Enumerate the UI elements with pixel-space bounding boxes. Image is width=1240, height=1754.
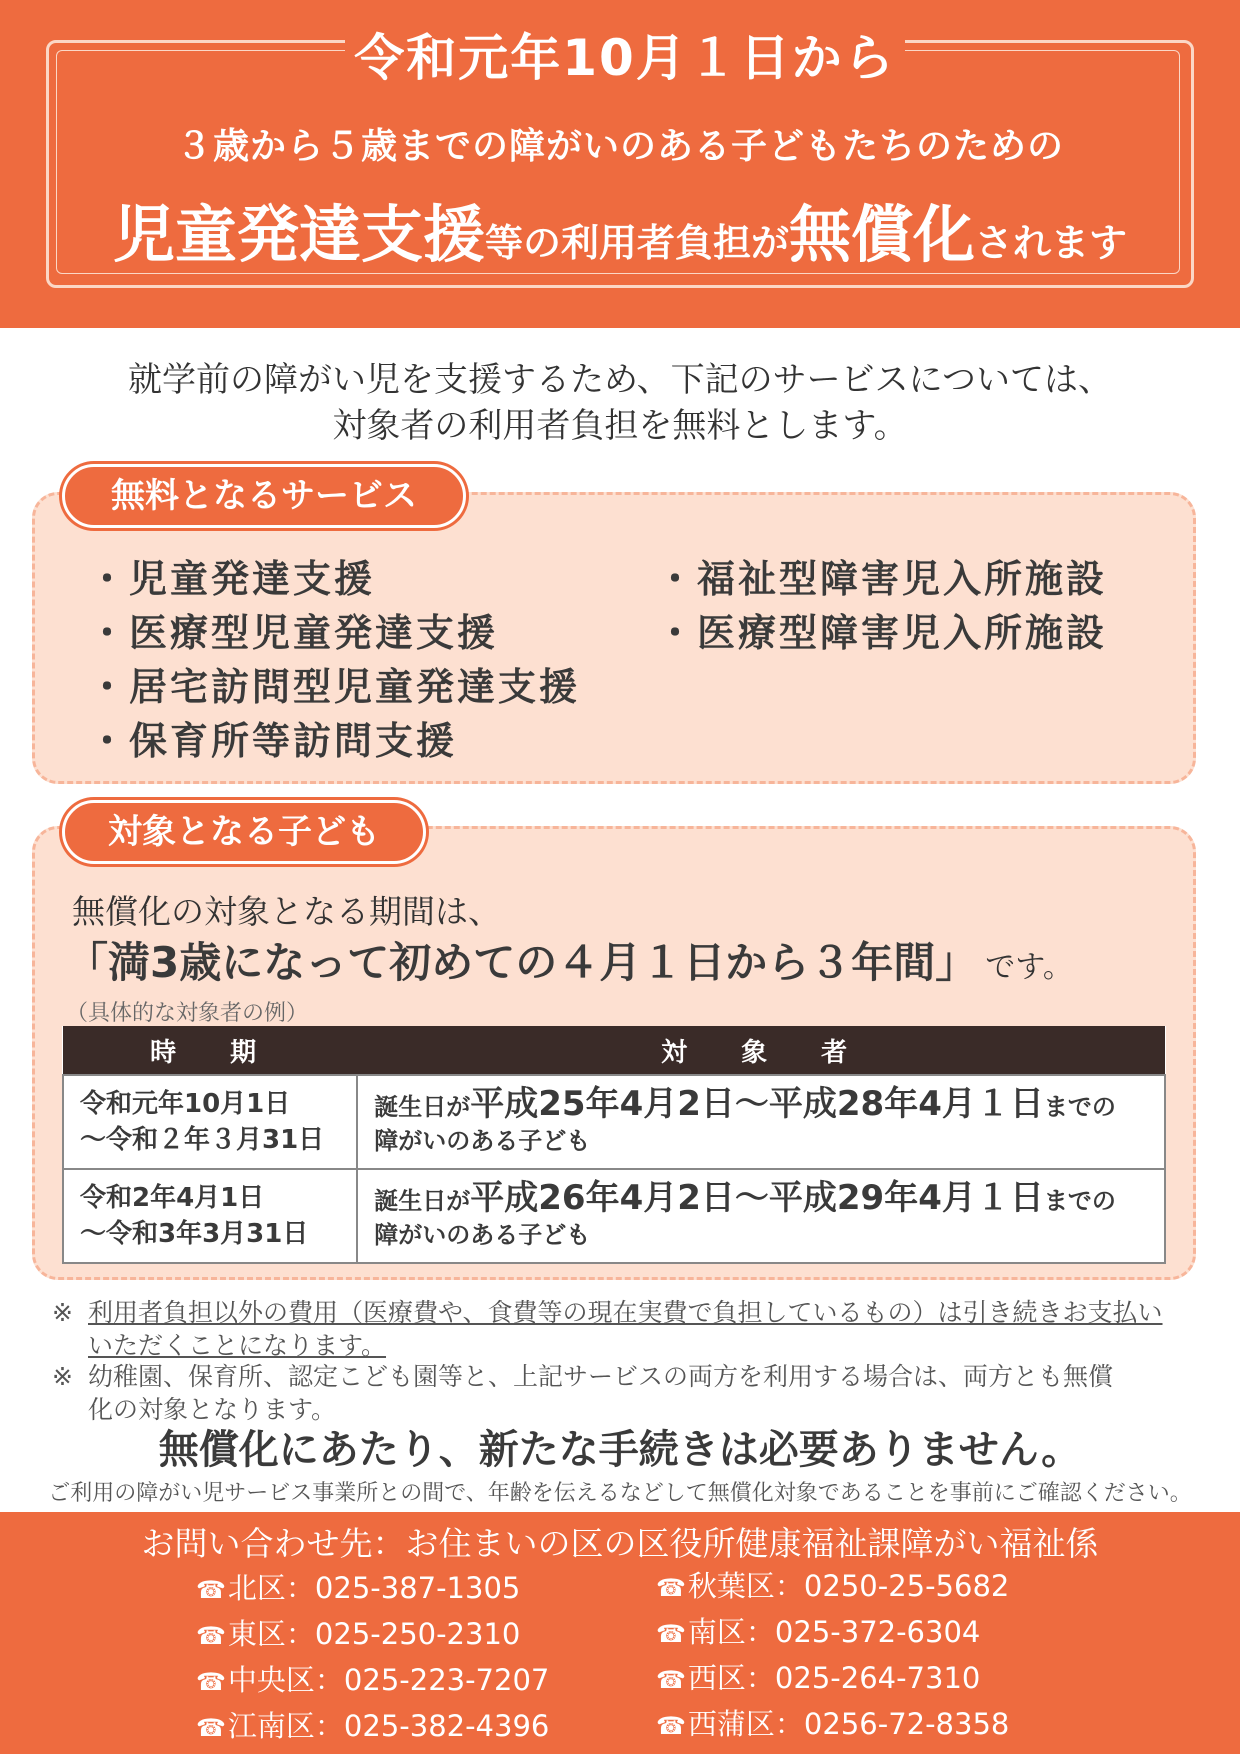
target-cell: [357, 1169, 1165, 1263]
note-mark: ※: [52, 1298, 73, 1327]
period-start: 令和元年10月1日: [80, 1089, 291, 1119]
target-age-subtitle: ３歳から５歳までの障がいのある子どもたちのための: [175, 126, 1064, 167]
ward-name: 北区: [227, 1571, 286, 1605]
phone-icon: ☎: [196, 1576, 226, 1604]
service-item: ・医療型児童発達支援: [88, 611, 499, 655]
target-children-title: 対象となる子ども: [62, 800, 426, 864]
birth-suffix: までの: [1043, 1186, 1116, 1215]
ward-name: 秋葉区: [687, 1569, 775, 1603]
target-cell: [357, 1075, 1165, 1169]
start-date-heading: 令和元年10月１日から: [354, 29, 896, 87]
period-suffix: です。: [985, 950, 1073, 985]
note-fees: [52, 1296, 1202, 1362]
phone-number: ：025-382-4396: [314, 1709, 550, 1743]
birth-suffix: までの: [1043, 1092, 1116, 1121]
intro-line-1: 就学前の障がい児を支援するため、下記のサービスについては、: [128, 360, 1112, 400]
example-caption: （具体的な対象者の例）: [66, 1001, 309, 1026]
note-dual-use-line-2: 化の対象となります。: [88, 1395, 337, 1424]
note-mark: ※: [52, 1362, 73, 1391]
ward-name: 東区: [227, 1617, 286, 1651]
table-header-row: [63, 1026, 1165, 1075]
phone-icon: ☎: [656, 1574, 686, 1602]
period-end: ～令和3年3月31日: [80, 1219, 309, 1249]
column-header-target: 対 象 者: [357, 1026, 1165, 1075]
note-fees-line-2: いただくことになります。: [88, 1331, 387, 1360]
birth-prefix: 誕生日が: [374, 1186, 471, 1215]
example-table: [62, 1026, 1166, 1264]
service-item: ・保育所等訪問支援: [88, 719, 458, 763]
target-description: 障がいのある子ども: [374, 1126, 591, 1155]
phone-icon: ☎: [196, 1622, 226, 1650]
phone-icon: ☎: [656, 1712, 686, 1740]
headline-part-4: されます: [975, 221, 1128, 265]
phone-number: ：025-387-1305: [285, 1571, 521, 1605]
period-end: ～令和２年３月31日: [80, 1125, 325, 1155]
phone-number: ：025-223-7207: [314, 1663, 550, 1697]
free-services-title: 無料となるサービス: [62, 464, 466, 528]
no-procedure-notice: 無償化にあたり、新たな手続きは必要ありません。: [158, 1427, 1082, 1473]
contact-north-ward: [196, 1566, 520, 1607]
phone-icon: ☎: [196, 1668, 226, 1696]
period-intro: 無償化の対象となる期間は、: [72, 892, 501, 931]
headline-part-1: 児童発達支援: [112, 198, 485, 271]
table-row: [63, 1075, 1165, 1169]
period-main: 「満3歳になって初めての４月１日から３年間」: [66, 938, 978, 987]
phone-icon: ☎: [196, 1714, 226, 1742]
confirm-note: ご利用の障がい児サービス事業所との間で、年齢を伝えるなどして無償化対象であることを事前にご確認ください。: [48, 1481, 1192, 1506]
birth-range: 平成25年4月2日～平成28年4月１日: [470, 1083, 1044, 1124]
contact-central-ward: [196, 1658, 549, 1699]
contact-nishikan-ward: [656, 1702, 1009, 1743]
column-header-period: 時 期: [63, 1026, 357, 1075]
contact-east-ward: [196, 1612, 520, 1653]
birth-prefix: 誕生日が: [374, 1092, 471, 1121]
contact-konan-ward: [196, 1704, 549, 1745]
period-start: 令和2年4月1日: [80, 1183, 265, 1213]
contact-west-ward: [656, 1656, 980, 1697]
ward-name: 江南区: [227, 1709, 315, 1743]
intro-line-2: 対象者の利用者負担を無料とします。: [332, 406, 908, 446]
service-item: ・医療型障害児入所施設: [656, 611, 1108, 655]
ward-name: 中央区: [227, 1663, 315, 1697]
target-description: 障がいのある子ども: [374, 1220, 591, 1249]
phone-number: ：025-250-2310: [285, 1617, 521, 1651]
ward-name: 西区: [687, 1661, 746, 1695]
service-item: ・児童発達支援: [88, 557, 376, 601]
period-cell: [63, 1075, 357, 1169]
service-item: ・居宅訪問型児童発達支援: [88, 665, 581, 709]
table-row: [63, 1169, 1165, 1263]
phone-number: ：0256-72-8358: [774, 1707, 1010, 1741]
ward-name: 西蒲区: [687, 1707, 775, 1741]
ward-name: 南区: [687, 1615, 746, 1649]
service-item: ・福祉型障害児入所施設: [656, 557, 1108, 601]
phone-number: ：0250-25-5682: [774, 1569, 1010, 1603]
period-cell: [63, 1169, 357, 1263]
birth-range: 平成26年4月2日～平成29年4月１日: [470, 1177, 1044, 1218]
note-dual-use-line-1: 幼稚園、保育所、認定こども園等と、上記サービスの両方を利用する場合は、両方とも無償: [88, 1362, 1114, 1391]
phone-number: ：025-264-7310: [745, 1661, 981, 1695]
note-fees-line-1: 利用者負担以外の費用（医療費や、食費等の現在実費で負担しているもの）は引き続きお支払い: [88, 1298, 1163, 1327]
contact-south-ward: [656, 1610, 980, 1651]
headline-part-3: 無償化: [789, 198, 976, 271]
note-dual-use: [52, 1360, 1202, 1426]
period-statement: [66, 930, 1073, 990]
contact-title: お問い合わせ先：お住まいの区の区役所健康福祉課障がい福祉係: [141, 1524, 1099, 1563]
headline-part-2: 等の利用者負担が: [484, 221, 789, 265]
phone-icon: ☎: [656, 1620, 686, 1648]
main-headline: [0, 185, 1240, 274]
phone-icon: ☎: [656, 1666, 686, 1694]
phone-number: ：025-372-6304: [745, 1615, 981, 1649]
contact-akiha-ward: [656, 1564, 1009, 1605]
